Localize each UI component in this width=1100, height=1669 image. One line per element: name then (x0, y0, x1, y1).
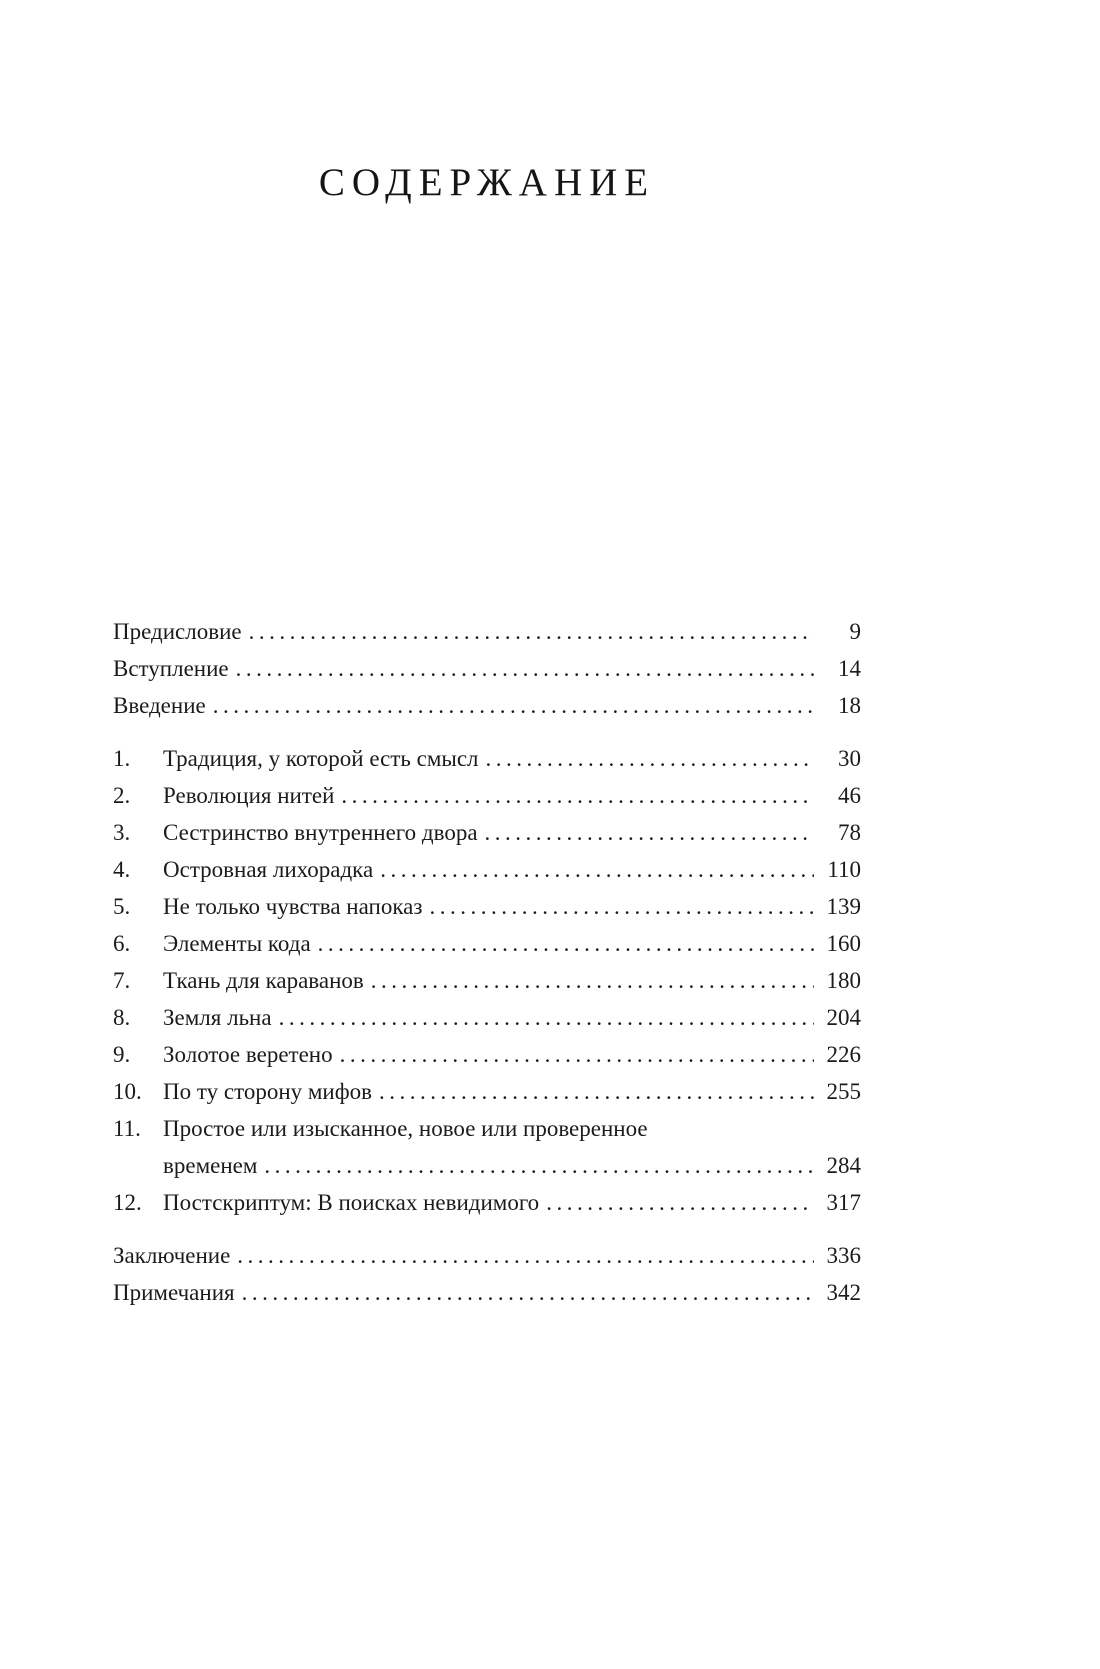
toc-entry (113, 851, 861, 888)
toc-entry-label: Земля льна (163, 1005, 272, 1030)
toc-entry-body (163, 1110, 861, 1184)
page-title: СОДЕРЖАНИЕ (318, 161, 656, 204)
toc-entry-page: 255 (826, 1079, 861, 1104)
toc-entry-label: Примечания (113, 1280, 235, 1305)
toc-entry-label: Революция нитей (163, 783, 335, 808)
toc-entry-page: 139 (826, 894, 861, 919)
dot-leader (371, 962, 814, 999)
toc-entry-label: Сестринство внутреннего двора (163, 820, 478, 845)
toc-entry-page: 110 (827, 857, 861, 882)
toc-entry-label: Заключение (113, 1243, 231, 1268)
toc-entry-number: 10. (113, 1079, 142, 1104)
toc-entry-number: 4. (113, 857, 131, 882)
toc-entry (113, 740, 861, 777)
dot-leader (236, 650, 814, 687)
toc-entry (113, 1184, 861, 1221)
dot-leader (340, 1036, 814, 1073)
dot-leader (242, 1274, 814, 1311)
toc-entry-page: 317 (826, 1190, 861, 1215)
toc-entry-number: 6. (113, 931, 131, 956)
toc-entry (113, 1274, 861, 1311)
dot-leader (341, 777, 814, 814)
toc-chapters (113, 740, 861, 1221)
toc-entry-page: 226 (826, 1042, 861, 1067)
toc-front-matter (113, 613, 861, 724)
toc-entry (113, 613, 861, 650)
toc-entry-label: Ткань для караванов (163, 968, 364, 993)
toc-entry-label: Постскриптум: В поисках невидимого (163, 1190, 540, 1215)
toc-entry-number: 5. (113, 894, 131, 919)
toc-entry-page: 160 (826, 931, 861, 956)
toc-entry (113, 888, 861, 925)
toc-entry-label: По ту сторону мифов (163, 1079, 372, 1104)
toc-entry-page: 342 (826, 1280, 861, 1305)
dot-leader (546, 1184, 814, 1221)
dot-leader (279, 999, 814, 1036)
toc-entry-page: 14 (838, 656, 861, 681)
toc-entry-number: 8. (113, 1005, 131, 1030)
toc-entry (113, 999, 861, 1036)
dot-leader (429, 888, 814, 925)
toc-entry-label: Предисловие (113, 619, 242, 644)
toc-entry-continuation (163, 1147, 861, 1184)
toc-entry-page: 9 (849, 619, 861, 644)
toc-list (113, 613, 861, 1311)
toc-entry-label: Элементы кода (163, 931, 311, 956)
toc-entry (113, 814, 861, 851)
toc-entry-number: 11. (113, 1116, 141, 1141)
dot-leader (379, 1073, 814, 1110)
toc-entry-page: 18 (838, 693, 861, 718)
toc-entry-number: 2. (113, 783, 131, 808)
toc-entry-label: Введение (113, 693, 206, 718)
dot-leader (485, 814, 814, 851)
toc-entry (113, 1237, 861, 1274)
toc-entry (113, 650, 861, 687)
toc-entry (113, 1110, 861, 1184)
toc-entry-page: 336 (826, 1243, 861, 1268)
toc-entry (113, 962, 861, 999)
toc-entry-page: 46 (838, 783, 861, 808)
toc-entry-number: 1. (113, 746, 131, 771)
toc-entry-label: Вступление (113, 656, 229, 681)
toc-entry-label: Традиция, у которой есть смысл (163, 746, 479, 771)
toc-entry-label: Простое или изысканное, новое или проверенное (163, 1116, 648, 1141)
toc-entry-page: 78 (838, 820, 861, 845)
toc-entry (113, 1036, 861, 1073)
toc-entry (113, 777, 861, 814)
dot-leader (318, 925, 814, 962)
dot-leader (213, 687, 814, 724)
toc-back-matter (113, 1237, 861, 1311)
dot-leader (249, 613, 814, 650)
toc-entry-number: 3. (113, 820, 131, 845)
dot-leader (486, 740, 814, 777)
toc-entry (113, 925, 861, 962)
toc-entry-number: 7. (113, 968, 131, 993)
toc-entry-number: 9. (113, 1042, 131, 1067)
toc-entry-number: 12. (113, 1190, 142, 1215)
toc-entry-label: временем (163, 1153, 258, 1178)
toc-entry-page: 284 (826, 1153, 861, 1178)
dot-leader (237, 1237, 814, 1274)
dot-leader (380, 851, 814, 888)
toc-entry-label: Не только чувства напоказ (163, 894, 423, 919)
toc-content (113, 0, 861, 1311)
toc-entry-label: Островная лихорадка (163, 857, 374, 882)
toc-entry (113, 1073, 861, 1110)
toc-entry-page: 180 (826, 968, 861, 993)
toc-entry-page: 30 (838, 746, 861, 771)
toc-entry-label: Золотое веретено (163, 1042, 333, 1067)
toc-entry-page: 204 (826, 1005, 861, 1030)
dot-leader (264, 1147, 814, 1184)
toc-entry (113, 687, 861, 724)
